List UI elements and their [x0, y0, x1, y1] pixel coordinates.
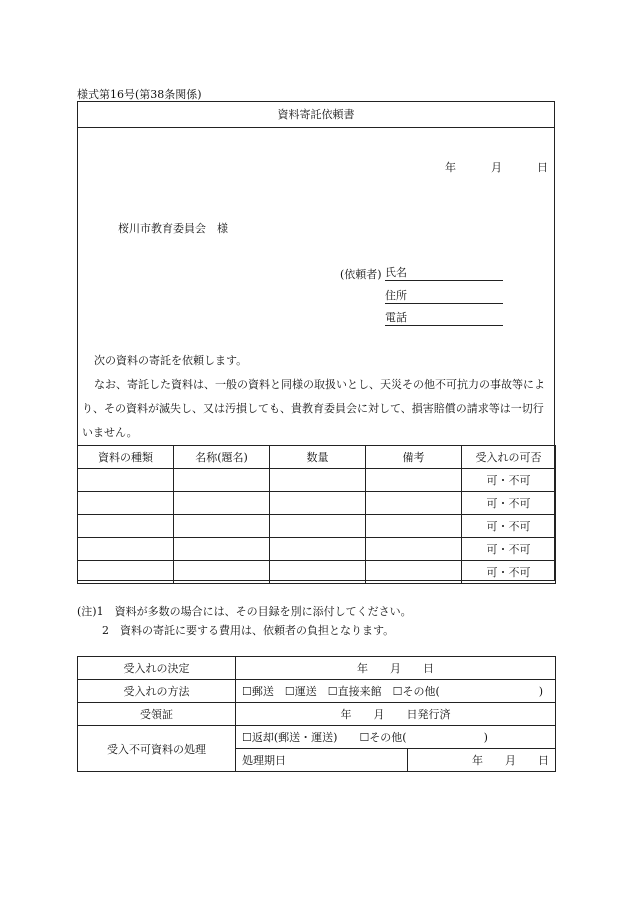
- requester-label: (依頼者): [340, 268, 382, 281]
- phone-label: 電話: [385, 311, 407, 324]
- name-label: 氏名: [385, 266, 407, 279]
- request-date: [445, 159, 548, 175]
- cell-acceptance[interactable]: 可・不可: [462, 561, 556, 584]
- header-remarks: 備考: [366, 446, 462, 469]
- form-title: 資料寄託依頼書: [78, 102, 554, 128]
- header-material-type: 資料の種類: [78, 446, 174, 469]
- method-options[interactable]: ☐郵送 ☐運送 ☐直接来館 ☐その他( ): [236, 680, 556, 703]
- table-row: [78, 469, 556, 492]
- requester-address-field[interactable]: [385, 289, 503, 304]
- decision-date-field[interactable]: 年 月 日: [236, 657, 556, 680]
- cell-material-name[interactable]: [174, 469, 270, 492]
- cell-acceptance[interactable]: 可・不可: [462, 492, 556, 515]
- cell-material-name[interactable]: [174, 561, 270, 584]
- liability-statement: なお、寄託した資料は、一般の資料と同様の取扱いとし、天災その他不可抗力の事故等により、その資料が滅失し、又は汚損しても、貴教育委員会に対して、損害賠償の請求等は一切行いません。: [82, 378, 545, 439]
- day-label: 日: [537, 161, 548, 174]
- requester-name-field[interactable]: [385, 266, 503, 281]
- note-1: (注)1 資料が多数の場合には、その目録を別に添付してください。: [77, 605, 412, 618]
- cell-material-type[interactable]: [78, 515, 174, 538]
- cell-remarks[interactable]: [366, 538, 462, 561]
- cell-material-type[interactable]: [78, 538, 174, 561]
- cell-quantity[interactable]: [270, 469, 366, 492]
- header-acceptance: 受入れの可否: [462, 446, 556, 469]
- header-material-name: 名称(題名): [174, 446, 270, 469]
- year-label: 年: [445, 161, 456, 174]
- cell-remarks[interactable]: [366, 492, 462, 515]
- table-row: [78, 538, 556, 561]
- receipt-issue-date-field[interactable]: 年 月 日発行済: [236, 703, 556, 726]
- cell-quantity[interactable]: [270, 515, 366, 538]
- table-row: [78, 561, 556, 584]
- cell-remarks[interactable]: [366, 469, 462, 492]
- cell-remarks[interactable]: [366, 561, 462, 584]
- cell-acceptance[interactable]: 可・不可: [462, 538, 556, 561]
- address-label: 住所: [385, 289, 407, 302]
- cell-material-name[interactable]: [174, 515, 270, 538]
- cell-material-type[interactable]: [78, 561, 174, 584]
- notes: [77, 602, 412, 640]
- addressee: 桜川市教育委員会 様: [118, 222, 228, 235]
- period-label: 処理期日: [236, 749, 408, 772]
- period-date-field[interactable]: 年 月 日: [408, 749, 556, 772]
- rejected-options[interactable]: ☐返却(郵送・運送) ☐その他( ): [236, 726, 556, 749]
- cell-material-type[interactable]: [78, 492, 174, 515]
- cell-material-type[interactable]: [78, 469, 174, 492]
- header-quantity: 数量: [270, 446, 366, 469]
- cell-acceptance[interactable]: 可・不可: [462, 469, 556, 492]
- month-label: 月: [491, 161, 502, 174]
- receipt-row: [78, 703, 556, 726]
- table-row: [78, 492, 556, 515]
- material-table: [77, 445, 556, 584]
- form-number: 様式第16号(第38条関係): [77, 88, 202, 101]
- request-statement: 次の資料の寄託を依頼します。: [94, 354, 248, 367]
- note-2: 2 資料の寄託に要する費用は、依頼者の負担となります。: [102, 624, 395, 637]
- cell-acceptance[interactable]: 可・不可: [462, 515, 556, 538]
- cell-quantity[interactable]: [270, 538, 366, 561]
- table-row: [78, 515, 556, 538]
- rejected-label: 受入不可資料の処理: [78, 726, 236, 772]
- cell-remarks[interactable]: [366, 515, 462, 538]
- cell-quantity[interactable]: [270, 492, 366, 515]
- decision-label: 受入れの決定: [78, 657, 236, 680]
- method-label: 受入れの方法: [78, 680, 236, 703]
- table-header-row: [78, 446, 556, 469]
- requester-phone-field[interactable]: [385, 311, 503, 326]
- method-row: [78, 680, 556, 703]
- cell-material-name[interactable]: [174, 492, 270, 515]
- rejected-row: [78, 726, 556, 749]
- decision-row: [78, 657, 556, 680]
- processing-table: [77, 656, 556, 772]
- cell-quantity[interactable]: [270, 561, 366, 584]
- cell-material-name[interactable]: [174, 538, 270, 561]
- request-form: [77, 101, 555, 581]
- receipt-label: 受領証: [78, 703, 236, 726]
